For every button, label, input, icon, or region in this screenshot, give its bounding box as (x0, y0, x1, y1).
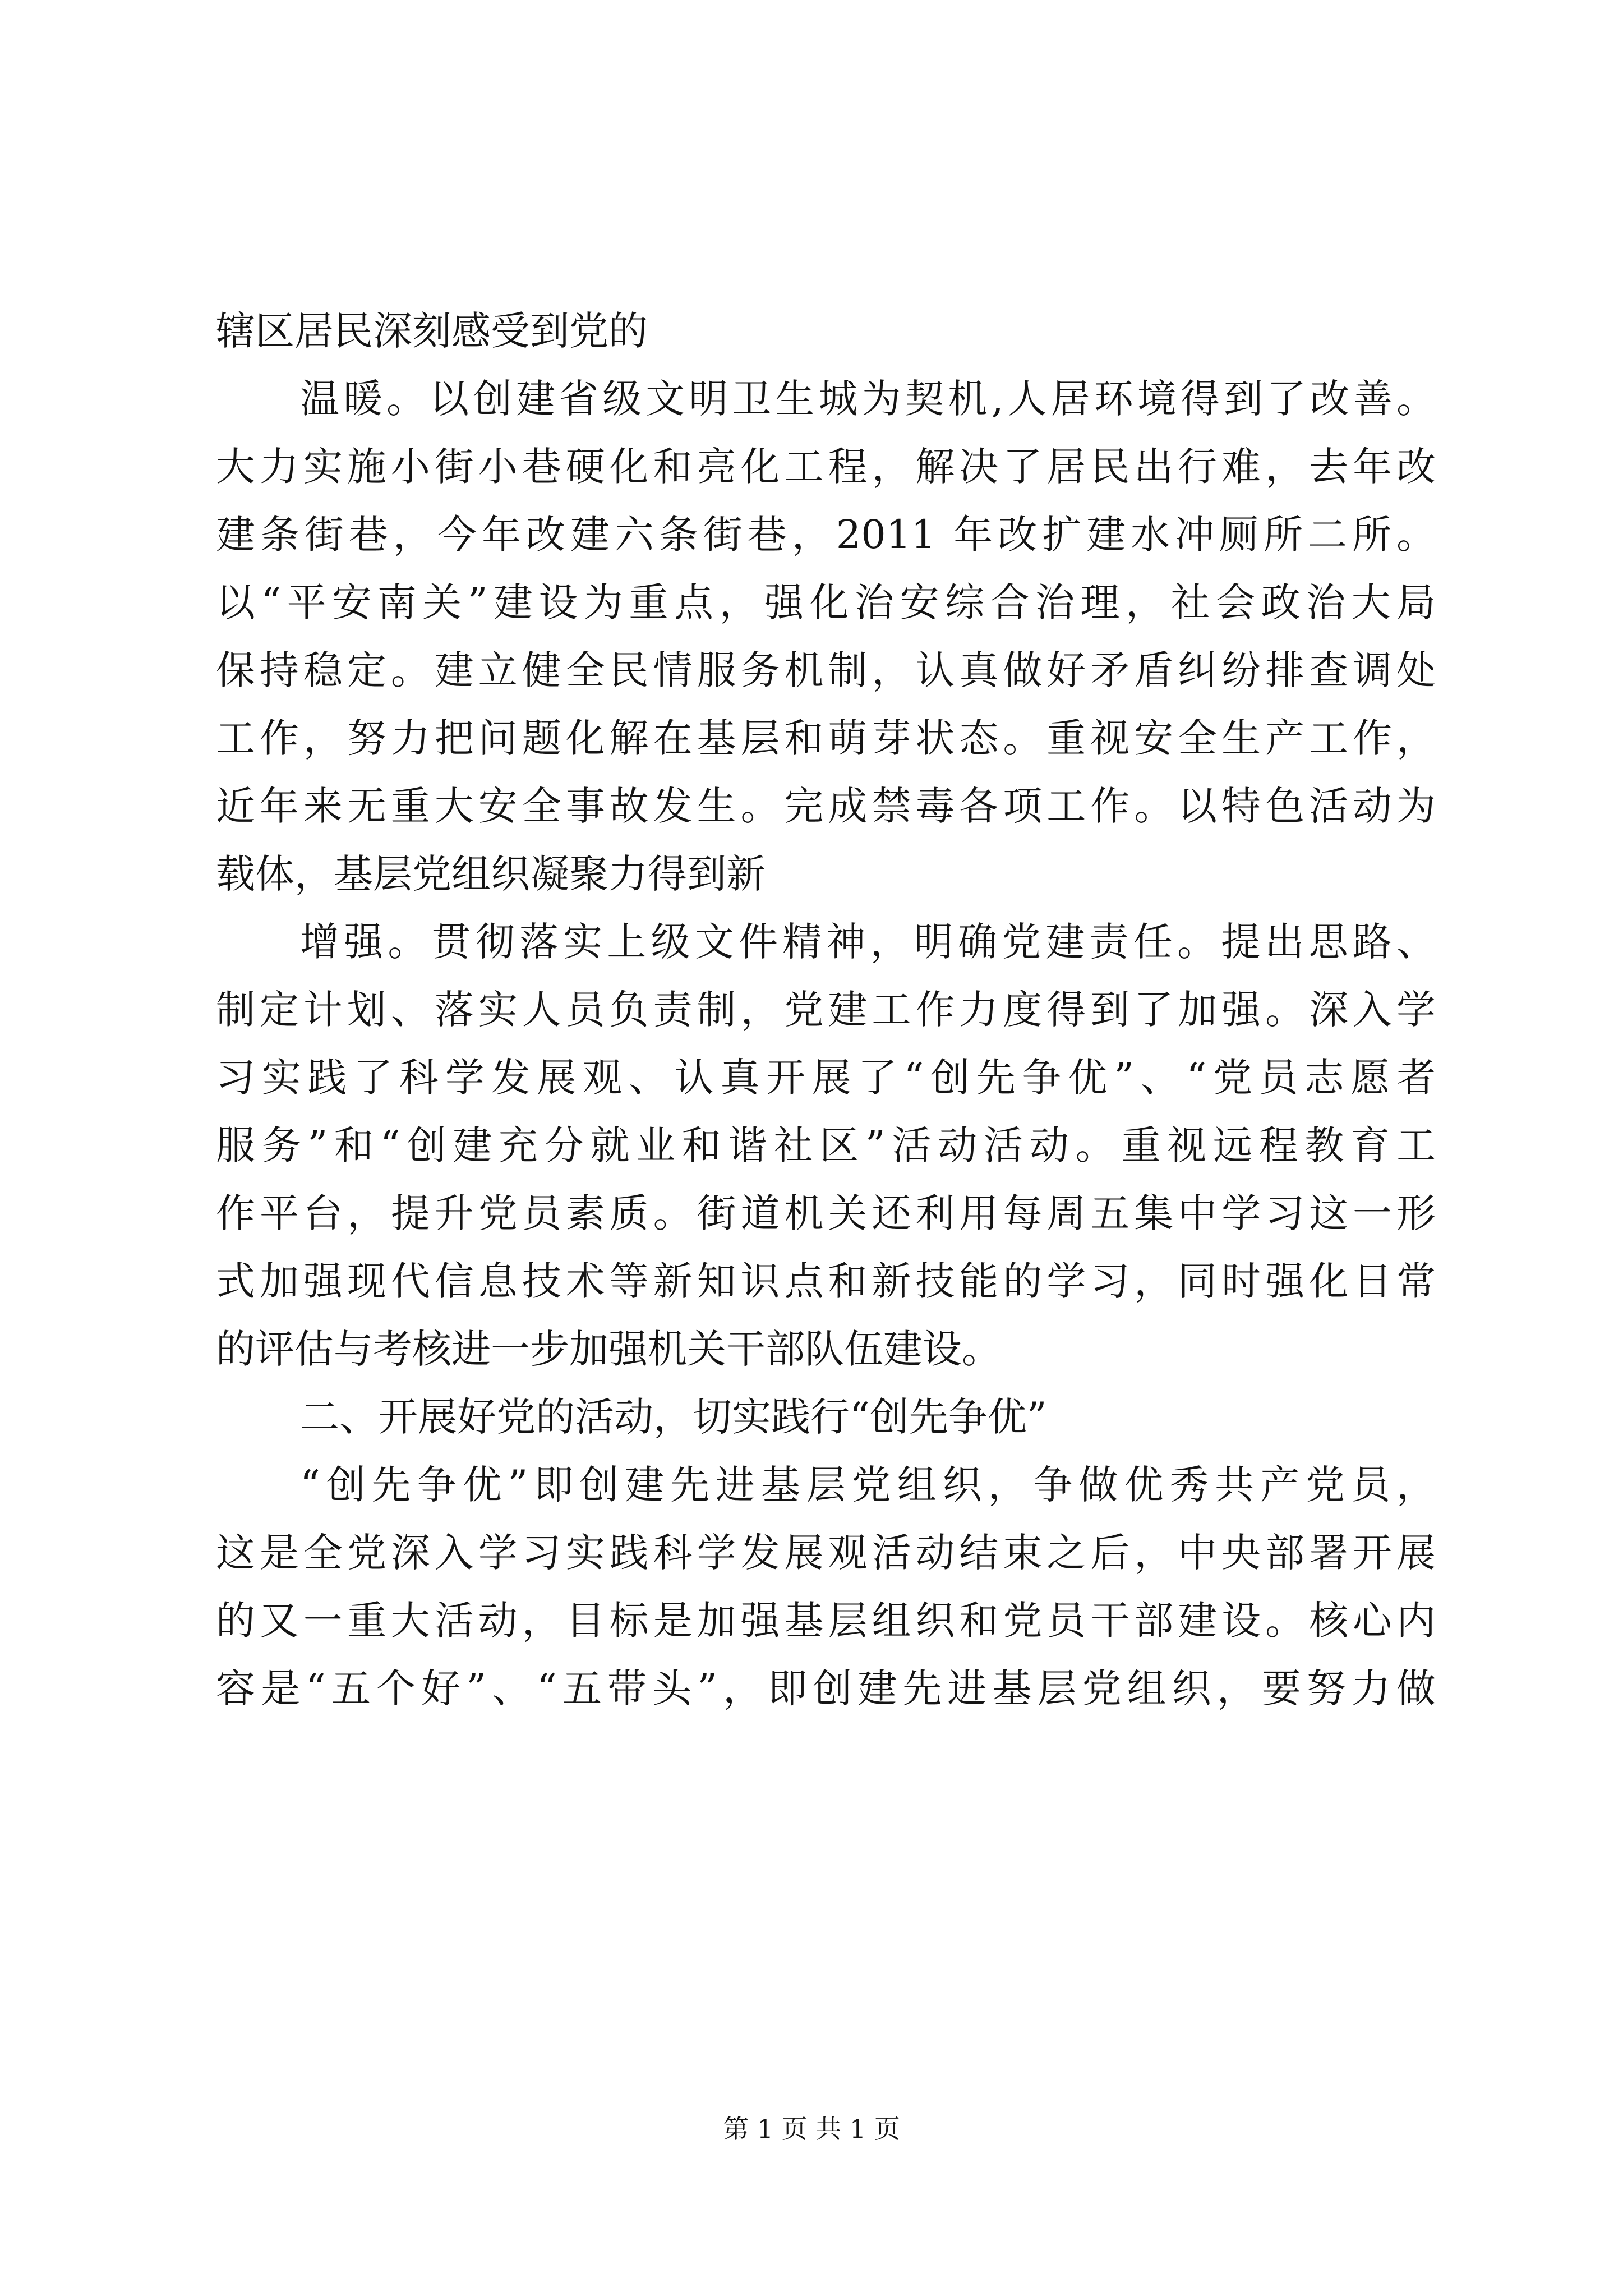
paragraph-line: 工作，努力把问题化解在基层和萌芽状态。重视安全生产工作， (216, 715, 1436, 761)
paragraph-line: 式加强现代信息技术等新知识点和新技能的学习，同时强化日常 (216, 1258, 1436, 1304)
paragraph-line: 习实践了科学发展观、认真开展了“创先争优”、“党员志愿者 (216, 1055, 1436, 1101)
page-footer (0, 2112, 1623, 2146)
section-heading: 二、开展好党的活动，切实践行“创先争优” (300, 1394, 1047, 1440)
document-body (216, 297, 1436, 1723)
paragraph-line: 作平台，提升党员素质。街道机关还利用每周五集中学习这一形 (216, 1190, 1436, 1236)
paragraph-line: 大力实施小街小巷硬化和亮化工程，解决了居民出行难，去年改 (216, 444, 1436, 490)
paragraph-line: 辖区居民深刻感受到党的 (216, 308, 648, 354)
paragraph-line: 载体，基层党组织凝聚力得到新 (216, 851, 766, 897)
paragraph-line: 制定计划、落实人员负责制，党建工作力度得到了加强。深入学 (216, 987, 1436, 1033)
paragraph-line: 的又一重大活动，目标是加强基层组织和党员干部建设。核心内 (216, 1598, 1436, 1644)
paragraph-line: 增强。贯彻落实上级文件精神，明确党建责任。提出思路、 (300, 919, 1436, 965)
paragraph-line: 保持稳定。建立健全民情服务机制，认真做好矛盾纠纷排查调处 (216, 647, 1436, 693)
paragraph-line: 服务”和“创建充分就业和谐社区”活动活动。重视远程教育工 (216, 1122, 1436, 1168)
paragraph-line: “创先争优”即创建先进基层党组织，争做优秀共产党员， (300, 1462, 1436, 1508)
paragraph-line: 容是“五个好”、“五带头”，即创建先进基层党组织，要努力做 (216, 1665, 1436, 1711)
paragraph-line: 的评估与考核进一步加强机关干部队伍建设。 (216, 1326, 1001, 1372)
paragraph-line: 建条街巷，今年改建六条街巷，2011 年改扩建水冲厕所二所。 (216, 512, 1436, 558)
paragraph-line: 近年来无重大安全事故发生。完成禁毒各项工作。以特色活动为 (216, 783, 1436, 829)
page-number-label: 第 1 页 共 1 页 (723, 2114, 900, 2144)
paragraph-line: 这是全党深入学习实践科学发展观活动结束之后，中央部署开展 (216, 1530, 1436, 1576)
paragraph-line: 温暖。以创建省级文明卫生城为契机,人居环境得到了改善。 (300, 376, 1436, 422)
paragraph-line: 以“平安南关”建设为重点，强化治安综合治理，社会政治大局 (216, 579, 1436, 625)
